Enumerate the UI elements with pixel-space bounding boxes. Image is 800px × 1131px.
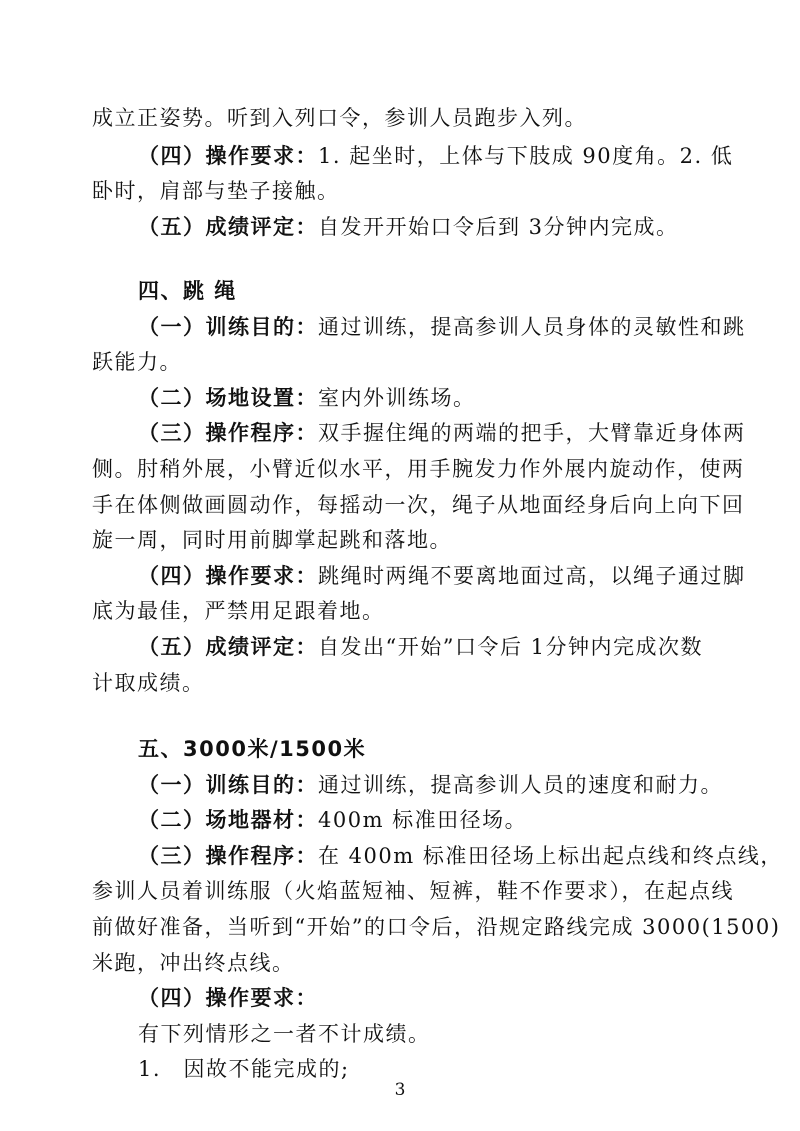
line-text: 跃能力。	[92, 350, 182, 374]
paragraph-line	[92, 454, 745, 484]
line-text: 成立正姿势。听到入列口令，参训人员跑步入列。	[92, 106, 587, 130]
line-text: 计取成绩。	[92, 671, 205, 695]
line-text: 卧时，肩部与垫子接触。	[92, 179, 340, 203]
line-text: 通过训练，提高参训人员的速度和耐力。	[318, 773, 723, 797]
item-label: （四）操作要求：	[138, 986, 318, 1010]
section-heading	[138, 734, 366, 764]
line-text: 通过训练，提高参训人员身体的灵敏性和跳	[318, 315, 746, 339]
line-text: 400m 标准田径场。	[318, 808, 528, 832]
line-text: 室内外训练场。	[318, 386, 476, 410]
section-heading	[138, 276, 237, 306]
line-text: 有下列情形之一者不计成绩。	[138, 1022, 431, 1046]
line-text: 侧。肘稍外展，小臂近似水平，用手腕发力作外展内旋动作，使两	[92, 457, 745, 481]
line-text: 底为最佳，严禁用足跟着地。	[92, 599, 385, 623]
paragraph-line	[138, 983, 318, 1013]
line-text: 自发出“开始”口令后 1分钟内完成次数	[318, 635, 704, 659]
paragraph-line	[92, 525, 452, 555]
paragraph-line	[138, 212, 679, 242]
paragraph-line	[138, 770, 723, 800]
paragraph-line	[138, 632, 703, 662]
paragraph-line	[138, 312, 746, 342]
paragraph-line	[92, 176, 340, 206]
heading-text: 四、跳 绳	[138, 279, 237, 303]
item-label: （五）成绩评定：	[138, 635, 318, 659]
paragraph-line	[138, 561, 746, 591]
item-label: （二）场地设置：	[138, 386, 318, 410]
item-label: （三）操作程序：	[138, 421, 318, 445]
line-text: 米跑，冲出终点线。	[92, 951, 295, 975]
paragraph-line	[138, 383, 476, 413]
item-label: （五）成绩评定：	[138, 215, 318, 239]
item-label: （一）训练目的：	[138, 315, 318, 339]
paragraph-line	[92, 103, 587, 133]
line-text: 自发开开始口令后到 3分钟内完成。	[318, 215, 679, 239]
paragraph-line	[138, 141, 733, 171]
paragraph-line	[138, 418, 746, 448]
paragraph-line	[92, 347, 182, 377]
line-text: 在 400m 标准田径场上标出起点线和终点线，	[318, 844, 783, 868]
paragraph-line	[138, 841, 783, 871]
paragraph-line	[92, 948, 295, 978]
paragraph-line	[138, 805, 527, 835]
paragraph-line	[92, 876, 734, 906]
line-text: 前做好准备，当听到“开始”的口令后，沿规定路线完成 3000(1500)	[92, 915, 781, 939]
line-text: 参训人员着训练服（火焰蓝短袖、短裤，鞋不作要求），在起点线	[92, 879, 734, 903]
heading-text: 五、3000米/1500米	[138, 737, 367, 761]
line-text: 1. 因故不能完成的;	[138, 1057, 350, 1081]
item-label: （二）场地器材：	[138, 808, 318, 832]
item-label: （四）操作要求：	[138, 144, 318, 168]
item-label: （三）操作程序：	[138, 844, 318, 868]
item-label: （四）操作要求：	[138, 564, 318, 588]
item-label: （一）训练目的：	[138, 773, 318, 797]
paragraph-line	[92, 668, 205, 698]
line-text: 旋一周，同时用前脚掌起跳和落地。	[92, 528, 452, 552]
paragraph-line	[92, 912, 780, 942]
paragraph-line	[92, 596, 385, 626]
line-text: 1. 起坐时，上体与下肢成 90度角。2. 低	[318, 144, 734, 168]
line-text: 双手握住绳的两端的把手，大臂靠近身体两	[318, 421, 746, 445]
page-number: 3	[394, 1080, 406, 1100]
paragraph-line	[138, 1019, 431, 1049]
paragraph-line	[92, 490, 745, 520]
line-text: 跳绳时两绳不要离地面过高，以绳子通过脚	[318, 564, 746, 588]
line-text: 手在体侧做画圆动作，每摇动一次，绳子从地面经身后向上向下回	[92, 493, 745, 517]
